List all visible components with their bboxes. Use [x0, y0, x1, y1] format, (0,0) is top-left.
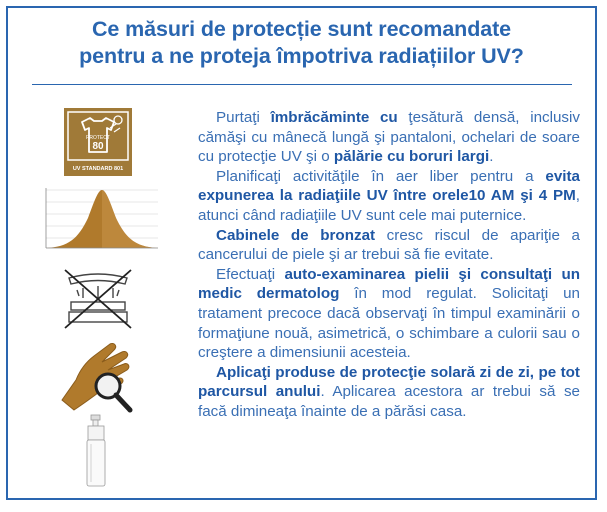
svg-text:UV STANDARD 801: UV STANDARD 801 [72, 166, 124, 172]
page-title [10, 16, 593, 70]
body-text: Efectuaţi [216, 265, 285, 283]
body-text: în mod regulat. Solicitaţi un tratament precoce dacă observaţi în timpul examinării o formaţiune nouă, asimetrică, o schimbare a culorii sau o creştere a dimensiunii acesteia. [198, 285, 580, 362]
title-line-2: pentru a ne proteja împotriva radiațiilor UV? [79, 44, 524, 68]
recommendation-paragraph [198, 265, 580, 363]
highlight-text: auto-examinarea pielii şi consultaţi un medic dermatolog [198, 265, 580, 303]
highlight-text: îmbrăcăminte cu [270, 109, 398, 126]
sunscreen-bottle-icon [82, 414, 112, 488]
highlight-text: Aplicaţi produse de protecţie solară zi de zi, pe tot parcursul anului [198, 363, 580, 401]
body-text: cresc riscul de apariţie a cancerului de piele şi ar trebui să fie evitate. [198, 226, 580, 264]
uv-clothing-icon [64, 108, 132, 176]
svg-text:80: 80 [92, 141, 104, 152]
no-tanning-bed-icon [63, 268, 133, 330]
recommendation-paragraph [198, 363, 580, 422]
recommendation-paragraph [198, 167, 580, 226]
recommendation-paragraph [198, 226, 580, 265]
body-text: . Aplicarea acestora ar trebui să se facă dimineaţa înainte de a părăsi casa. [198, 383, 580, 420]
highlight-text: evita expunerea la radiaţiile UV între orele10 AM şi 4 PM [198, 167, 580, 205]
title-line-1: Ce măsuri de protecție sunt recomandate [91, 17, 512, 41]
body-text: . [489, 148, 494, 166]
body-text: , atunci când radiaţiile UV sunt cele mai puternice. [198, 187, 580, 224]
body-text: Planificaţi activităţile în aer liber pentru a [216, 167, 546, 185]
recommendations-text [198, 108, 580, 422]
body-text: Purtaţi [216, 109, 271, 126]
uv-curve-chart-icon [38, 184, 162, 256]
highlight-text: pălărie cu boruri largi [333, 148, 490, 166]
hand-magnifier-icon [58, 340, 142, 414]
recommendation-paragraph [198, 108, 580, 167]
body-text: ţesătură densă, inclusiv cămăşi cu mânecă lungă şi pantaloni, ochelari de soare cu protecţie UV şi o [198, 109, 580, 166]
highlight-text: Cabinele de bronzat [216, 226, 376, 244]
title-underline [32, 84, 572, 85]
svg-text:PROTECT: PROTECT [86, 135, 110, 141]
